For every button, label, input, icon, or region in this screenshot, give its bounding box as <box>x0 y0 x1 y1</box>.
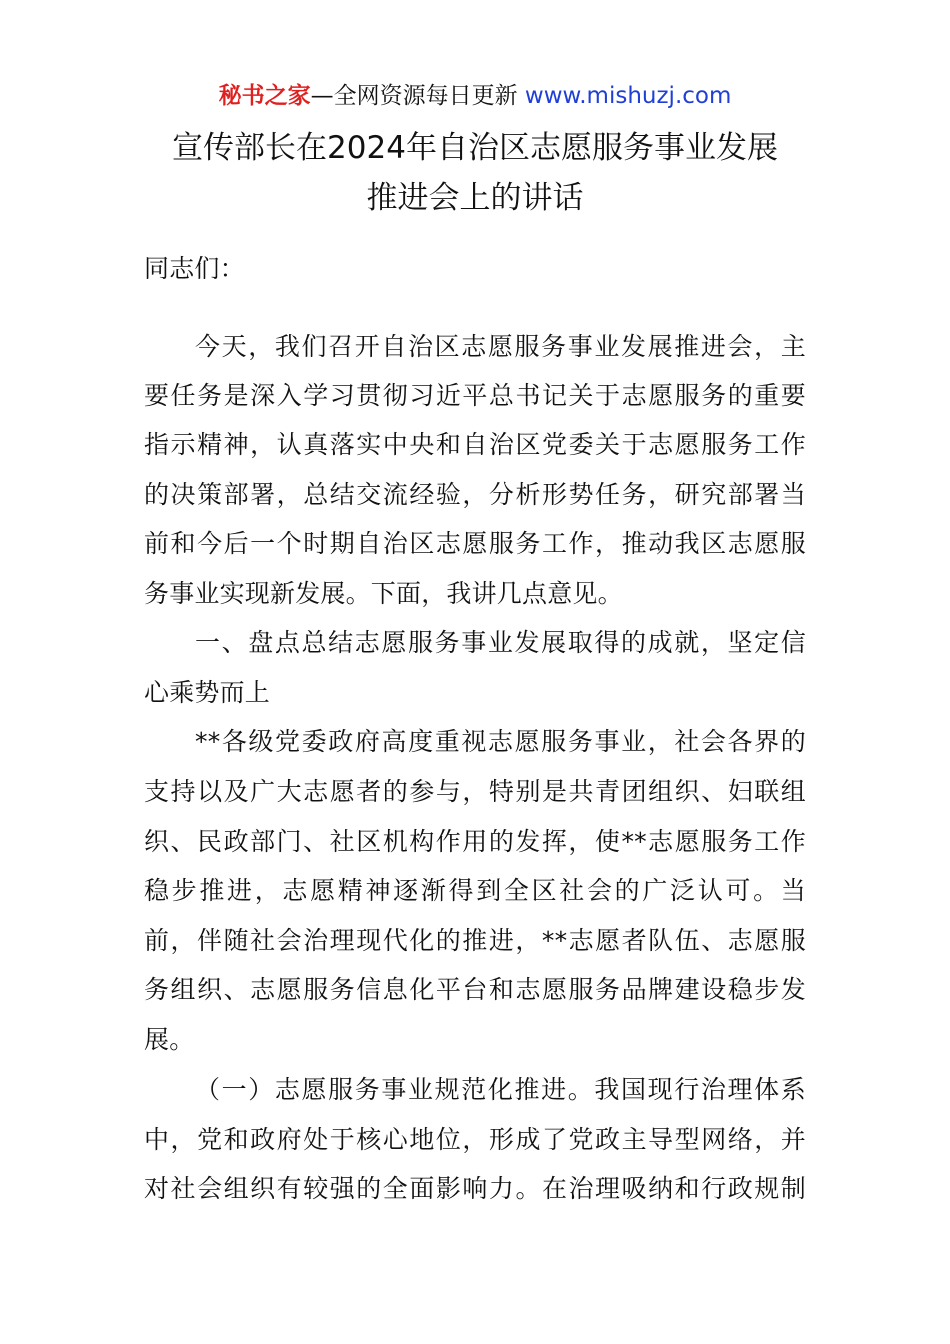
document-title-line-2: 推进会上的讲话 <box>366 180 584 216</box>
paragraph-line: 织、民政部门、社区机构作用的发挥，使**志愿服务工作 <box>144 827 806 856</box>
banner-slogan: —全网资源每日更新 <box>310 83 525 109</box>
site-banner <box>0 80 950 112</box>
paragraph-line: 支持以及广大志愿者的参与，特别是共青团组织、妇联组 <box>144 777 806 806</box>
section-heading-line: 一、盘点总结志愿服务事业发展取得的成就，坚定信 <box>195 628 806 657</box>
paragraph-line: **各级党委政府高度重视志愿服务事业，社会各界的 <box>195 727 806 756</box>
paragraph-line: 前和今后一个时期自治区志愿服务工作，推动我区志愿服 <box>144 529 806 558</box>
paragraph-line: 的决策部署，总结交流经验，分析形势任务，研究部署当 <box>144 480 806 509</box>
paragraph-line: 务组织、志愿服务信息化平台和志愿服务品牌建设稳步发 <box>144 975 806 1004</box>
subsection-line: （一）志愿服务事业规范化推进。我国现行治理体系 <box>195 1075 806 1104</box>
brand-name: 秘书之家 <box>218 83 311 109</box>
paragraph-line: 前，伴随社会治理现代化的推进，**志愿者队伍、志愿服 <box>144 926 806 955</box>
paragraph-line: 务事业实现新发展。下面，我讲几点意见。 <box>144 579 623 608</box>
section-heading-line: 心乘势而上 <box>144 678 271 707</box>
paragraph-line: 稳步推进，志愿精神逐渐得到全区社会的广泛认可。当 <box>144 876 806 905</box>
paragraph-line: 中，党和政府处于核心地位，形成了党政主导型网络，并 <box>144 1125 806 1154</box>
paragraph-line: 展。 <box>144 1025 195 1054</box>
paragraph-line: 指示精神，认真落实中央和自治区党委关于志愿服务工作 <box>144 430 806 459</box>
paragraph-line: 今天，我们召开自治区志愿服务事业发展推进会，主 <box>195 332 806 361</box>
paragraph-line: 对社会组织有较强的全面影响力。在治理吸纳和行政规制 <box>144 1174 806 1203</box>
site-url-link[interactable]: www.mishuzj.com <box>524 83 732 109</box>
paragraph-line: 要任务是深入学习贯彻习近平总书记关于志愿服务的重要 <box>144 381 806 410</box>
document-title-line-1: 宣传部长在2024年自治区志愿服务事业发展 <box>172 130 778 166</box>
salutation: 同志们： <box>144 254 245 283</box>
